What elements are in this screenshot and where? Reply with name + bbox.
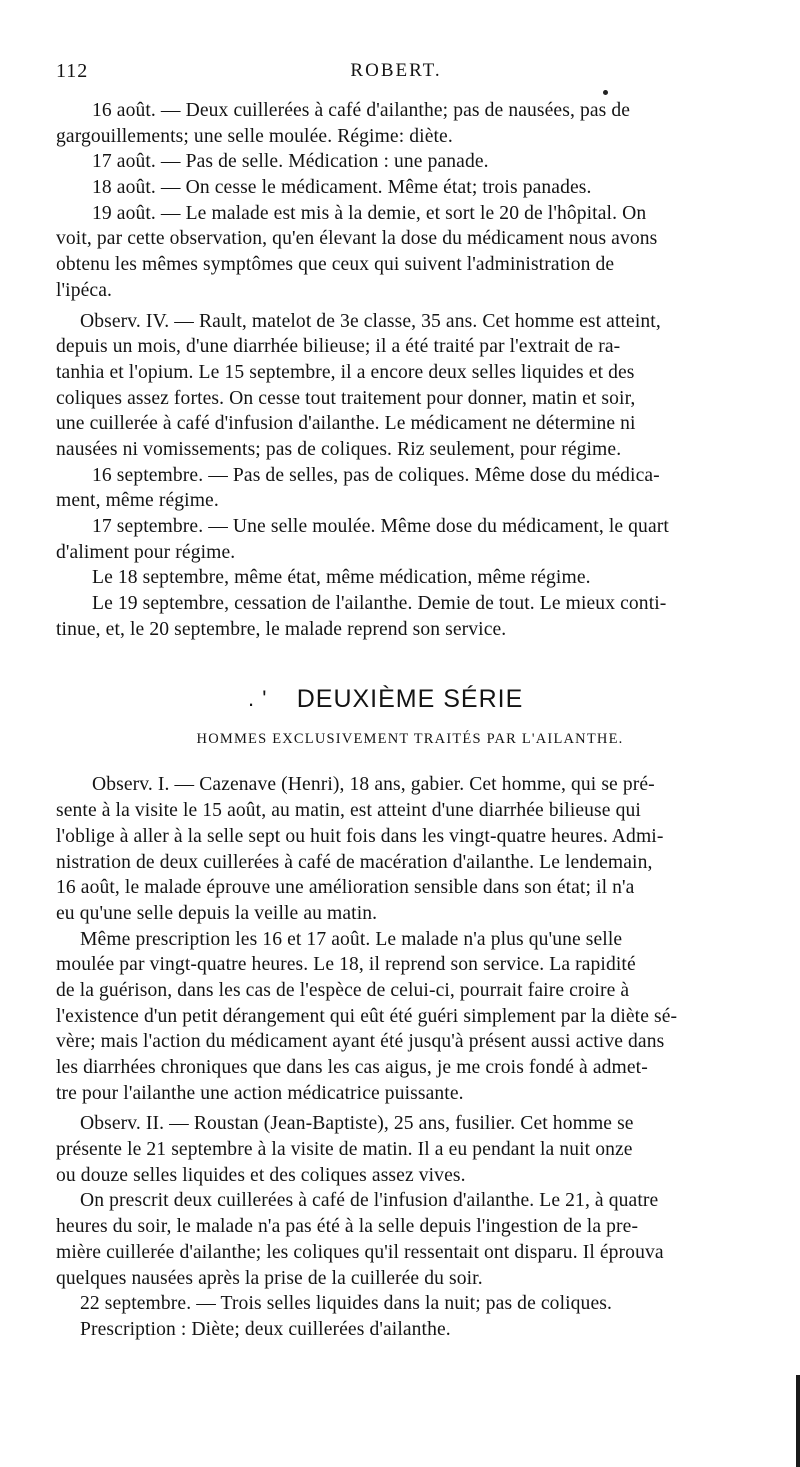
text-line: l'oblige à aller à la selle sept ou huit fois dans les vingt-quatre heures. Admi-: [56, 825, 664, 847]
series-title-text: DEUXIÈME SÉRIE: [296, 685, 524, 714]
text-line: 19 août. — Le malade est mis à la demie, et sort le 20 de l'hôpital. On: [92, 202, 647, 224]
observation-heading: Observ. I. — Cazenave (Henri), 18 ans, gabier. Cet homme, qui se pré-: [92, 774, 655, 796]
text-line: Prescription : Diète; deux cuillerées d'ailanthe.: [80, 1318, 451, 1340]
text-line: l'existence d'un petit dérangement qui eût été guéri simplement par la diète sé-: [56, 1005, 678, 1027]
series-title: [80, 674, 740, 724]
text-line: sente à la visite le 15 août, au matin, est atteint d'une diarrhée bilieuse qui: [56, 800, 641, 822]
text-line: obtenu les mêmes symptômes que ceux qui suivent l'administration de: [56, 254, 615, 276]
text-line: depuis un mois, d'une diarrhée bilieuse; il a été traité par l'extrait de ra-: [56, 336, 621, 358]
text-line: tre pour l'ailanthe une action médicatrice puissante.: [56, 1082, 464, 1104]
text-line: quelques nausées après la prise de la cuillerée du soir.: [56, 1267, 483, 1289]
text-line: moulée par vingt-quatre heures. Le 18, il reprend son service. La rapidité: [56, 954, 636, 976]
text-line: tanhia et l'opium. Le 15 septembre, il a encore deux selles liquides et des: [56, 361, 635, 383]
running-head: ROBERT.: [350, 60, 442, 81]
text-line: d'aliment pour régime.: [56, 541, 236, 563]
text-line: les diarrhées chroniques que dans les cas aigus, je me crois fondé à admet-: [56, 1057, 648, 1078]
page-header: [56, 60, 776, 90]
text-line: Le 19 septembre, cessation de l'ailanthe. Demie de tout. Le mieux conti-: [92, 593, 667, 615]
page-edge-shadow: [796, 1375, 800, 1467]
text-line: présente le 21 septembre à la visite de matin. Il a eu pendant la nuit onze: [56, 1139, 633, 1161]
observation-heading: Observ. IV. — Rault, matelot de 3e classe, 35 ans. Cet homme est atteint,: [80, 310, 661, 332]
text-line: ment, même régime.: [56, 490, 219, 512]
text-line: 16 août. — Deux cuillerées à café d'ailanthe; pas de nausées, pas de: [92, 100, 631, 121]
text-line: mière cuillerée d'ailanthe; les coliques qu'il ressentait ont disparu. Il éprouva: [56, 1241, 664, 1263]
text-line: coliques assez fortes. On cesse tout traitement pour donner, matin et soir,: [56, 387, 636, 409]
series-subtitle: HOMMES EXCLUSIVEMENT TRAITÉS PAR L'AILANTHE.: [196, 731, 624, 748]
text-line: 17 août. — Pas de selle. Médication : une panade.: [92, 151, 489, 173]
text-line: eu qu'une selle depuis la veille au matin.: [56, 902, 378, 924]
text-line: l'ipéca.: [56, 279, 113, 301]
text-line: nausées ni vomissements; pas de coliques. Riz seulement, pour régime.: [56, 438, 622, 460]
text-line: Le 18 septembre, même état, même médication, même régime.: [92, 567, 591, 589]
text-line: de la guérison, dans les cas de l'espèce de celui-ci, pourrait faire croire à: [56, 979, 630, 1001]
text-line: On prescrit deux cuillerées à café de l'infusion d'ailanthe. Le 21, à quatre: [80, 1190, 659, 1212]
text-line: une cuillerée à café d'infusion d'ailanthe. Le médicament ne détermine ni: [56, 413, 636, 435]
series-ornament: . ': [248, 686, 268, 712]
text-line: 16 septembre. — Pas de selles, pas de coliques. Même dose du médica-: [92, 464, 660, 486]
text-line: voit, par cette observation, qu'en élevant la dose du médicament nous avons: [56, 228, 658, 250]
text-line: heures du soir, le malade n'a pas été à la selle depuis l'ingestion de la pre-: [56, 1216, 639, 1238]
text-line: nistration de deux cuillerées à café de macération d'ailanthe. Le lendemain,: [56, 851, 653, 873]
text-line: ou douze selles liquides et des coliques assez vives.: [56, 1164, 466, 1186]
text-line: Même prescription les 16 et 17 août. Le malade n'a plus qu'une selle: [80, 928, 623, 950]
text-line: vère; mais l'action du médicament ayant été jusqu'à présent aussi active dans: [56, 1031, 665, 1053]
text-line: tinue, et, le 20 septembre, le malade reprend son service.: [56, 618, 507, 640]
page-number: 112: [56, 60, 89, 82]
body-text: [56, 98, 800, 1343]
text-line: gargouillements; une selle moulée. Régime: diète.: [56, 125, 453, 147]
observation-heading: Observ. II. — Roustan (Jean-Baptiste), 25 ans, fusilier. Cet homme se: [80, 1113, 634, 1135]
text-line: 16 août, le malade éprouve une amélioration sensible dans son état; il n'a: [56, 877, 635, 899]
text-line: 18 août. — On cesse le médicament. Même état; trois panades.: [92, 177, 592, 199]
text-line: 22 septembre. — Trois selles liquides dans la nuit; pas de coliques.: [80, 1293, 612, 1315]
ink-speck: [603, 90, 608, 95]
text-line: 17 septembre. — Une selle moulée. Même dose du médicament, le quart: [92, 516, 669, 537]
